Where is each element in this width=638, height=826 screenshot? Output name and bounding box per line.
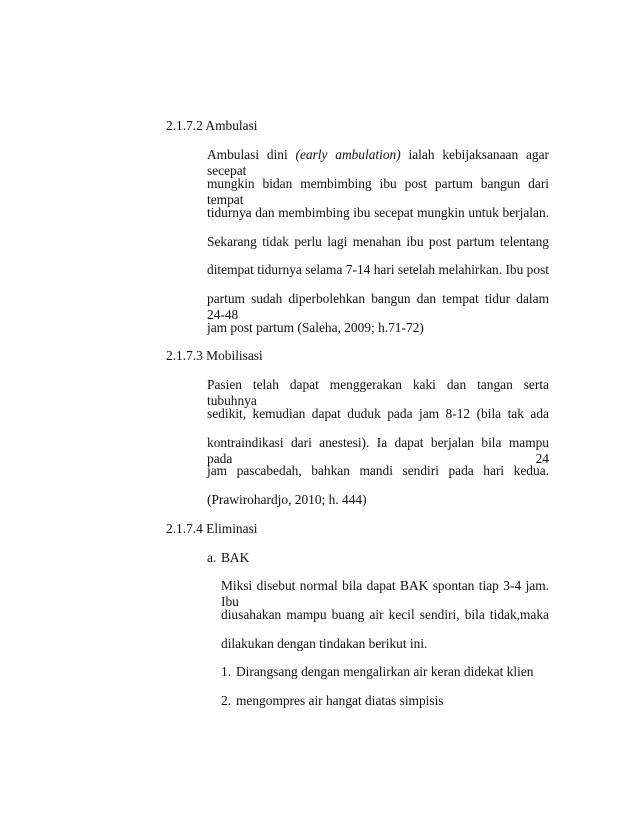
paragraph-line: partum sudah diperbolehkan bangun dan tempat tidur dalam 24-48: [207, 291, 549, 322]
italic-term: (early ambulation): [295, 147, 401, 162]
text-run: ialah kebijaksanaan agar secepat: [207, 147, 549, 178]
paragraph-line: sedikit, kemudian dapat duduk pada jam 8-12 (bila tak ada: [207, 406, 549, 421]
paragraph-line: Sekarang tidak perlu lagi menahan ibu post partum telentang: [207, 234, 549, 249]
paragraph-line: dilakukan dengan tindakan berikut ini.: [221, 636, 428, 651]
subsection-label: a.: [207, 550, 217, 565]
paragraph-line: Miksi disebut normal bila dapat BAK spontan tiap 3-4 jam. Ibu: [221, 578, 549, 609]
paragraph-line: jam pascabedah, bahkan mandi sendiri pada hari kedua.: [207, 463, 549, 478]
subsection-title: BAK: [221, 550, 250, 565]
paragraph-line: (Prawirohardjo, 2010; h. 444): [207, 492, 367, 507]
list-number: 1.: [221, 664, 232, 679]
list-item: Dirangsang dengan mengalirkan air keran didekat klien: [236, 664, 534, 679]
section-heading-ambulasi: 2.1.7.2 Ambulasi: [166, 118, 258, 133]
paragraph-line: tidurnya dan membimbing ibu secepat mungkin untuk berjalan.: [207, 205, 549, 220]
text-run: Ambulasi dini: [207, 147, 296, 162]
paragraph-line: kontraindikasi dari anestesi). Ia dapat berjalan bila mampu pada 24: [207, 435, 549, 466]
section-heading-eliminasi: 2.1.7.4 Eliminasi: [166, 521, 258, 536]
paragraph-line: jam post partum (Saleha, 2009; h.71-72): [207, 320, 424, 335]
paragraph-line: [207, 147, 549, 179]
list-number: 2.: [221, 693, 232, 708]
paragraph-line: Pasien telah dapat menggerakan kaki dan tangan serta tubuhnya: [207, 377, 549, 408]
section-heading-mobilisasi: 2.1.7.3 Mobilisasi: [166, 348, 263, 363]
paragraph-line: mungkin bidan membimbing ibu post partum bangun dari tempat: [207, 176, 549, 207]
paragraph-line: diusahakan mampu buang air kecil sendiri, bila tidak,maka: [221, 607, 549, 622]
list-item: mengompres air hangat diatas simpisis: [236, 693, 444, 708]
paragraph-line: ditempat tidurnya selama 7-14 hari setelah melahirkan. Ibu post: [207, 262, 549, 277]
